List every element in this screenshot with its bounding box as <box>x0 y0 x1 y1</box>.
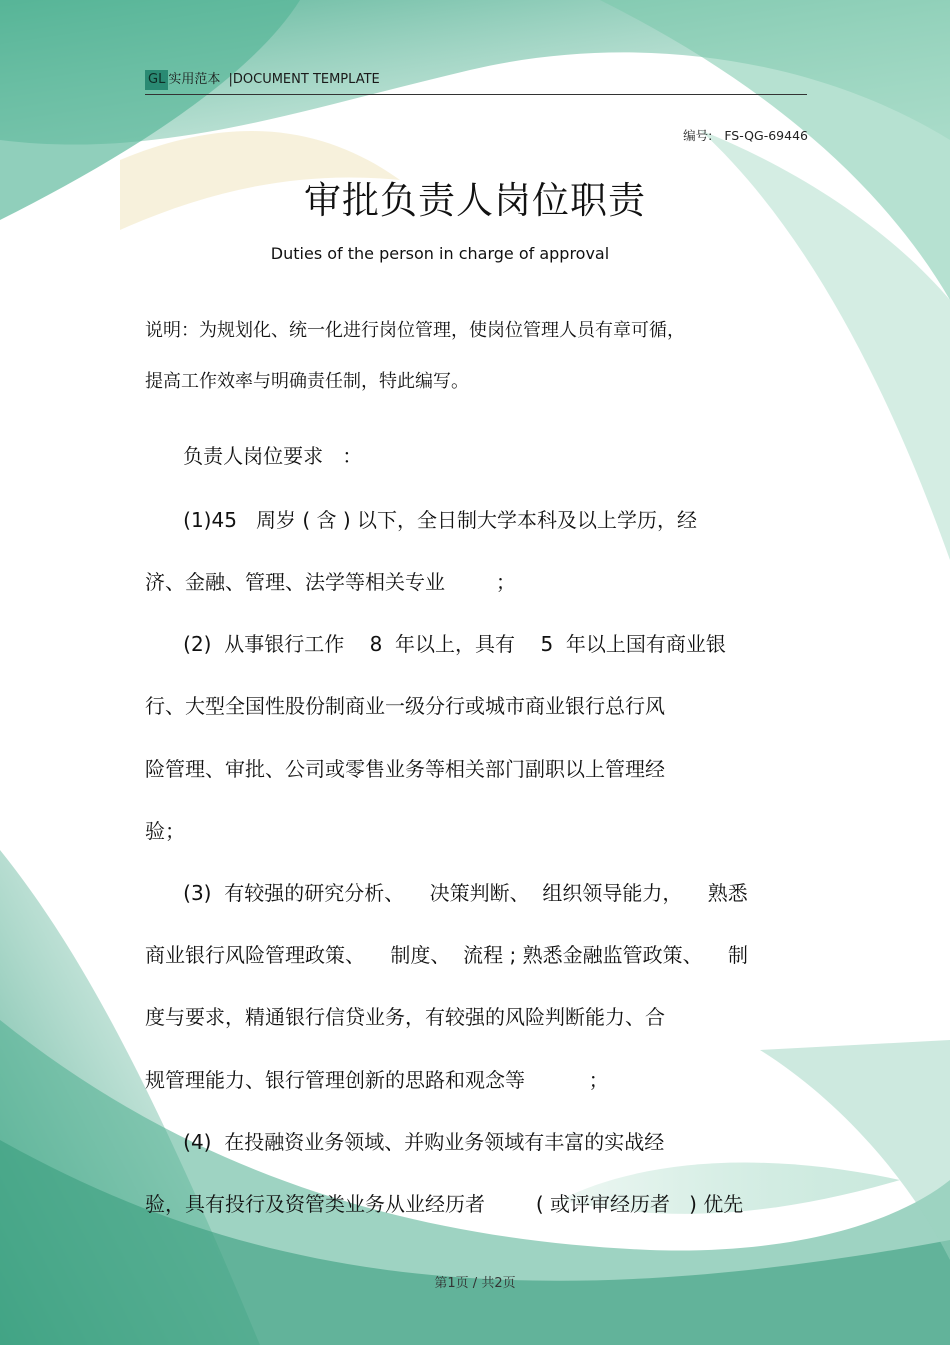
body-line: 负责人岗位要求 ： <box>145 444 363 468</box>
body-line: 规管理能力、银行管理创新的思路和观念等 ； <box>145 1068 609 1092</box>
body-line: 行、大型全国性股份制商业一级分行或城市商业银行总行风 <box>145 694 665 718</box>
body-line: (2) 从事银行工作 8 年以上，具有 5 年以上国有商业银 <box>145 632 726 656</box>
body-line: 济、金融、管理、法学等相关专业 ； <box>145 570 516 594</box>
header-logo: GL <box>145 70 168 90</box>
document-number <box>683 126 808 144</box>
body-line: 商业银行风险管理政策、 制度、 流程 ; 熟悉金融监管政策、 制 <box>145 943 749 967</box>
document-header <box>145 70 807 95</box>
document-number-value: FS-QG-69446 <box>724 128 808 143</box>
body-line: 验； <box>145 819 185 843</box>
intro-line: 说明：为规划化、统一化进行岗位管理，使岗位管理人员有章可循， <box>145 320 685 341</box>
header-separator: | <box>228 72 233 87</box>
page-title: 审批负责人岗位职责 <box>304 179 646 222</box>
header-category: 实用范本 <box>168 72 221 87</box>
header-template-label: DOCUMENT TEMPLATE <box>232 72 380 87</box>
page-subtitle: Duties of the person in charge of approval <box>270 244 610 263</box>
body-line: 险管理、审批、公司或零售业务等相关部门副职以上管理经 <box>145 757 665 781</box>
intro-line: 提高工作效率与明确责任制，特此编写。 <box>145 371 469 392</box>
document-number-label: 编号: <box>683 128 713 143</box>
body-line: (1)45 周岁 ( 含 ) 以下，全日制大学本科及以上学历，经 <box>145 508 698 532</box>
body-line: (3) 有较强的研究分析、 决策判断、 组织领导能力， 熟悉 <box>145 881 748 905</box>
body-line: (4) 在投融资业务领域、并购业务领域有丰富的实战经 <box>145 1130 665 1154</box>
body-line: 度与要求，精通银行信贷业务，有较强的风险判断能力、合 <box>145 1005 665 1029</box>
body-line: 验，具有投行及资管类业务从业经历者 ( 或评审经历者 ) 优先 <box>145 1192 744 1216</box>
page-footer: 第1页 / 共2页 <box>434 1276 516 1291</box>
